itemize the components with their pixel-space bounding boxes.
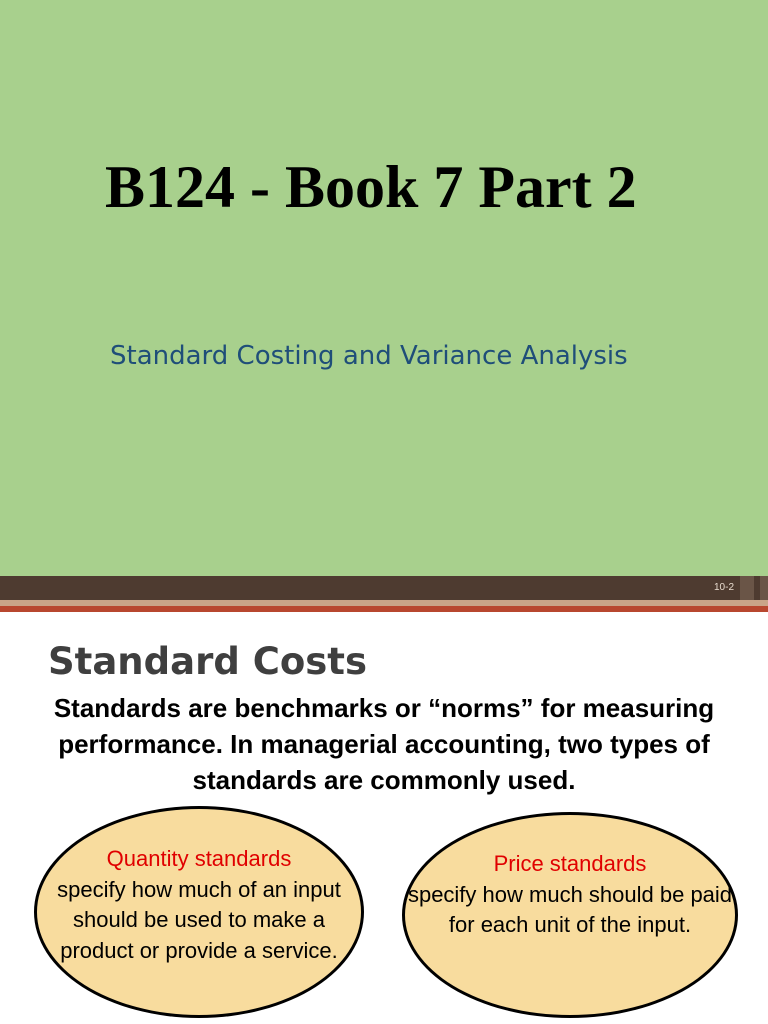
price-standards-title: Price standards — [493, 851, 647, 876]
quantity-standards-oval — [34, 806, 364, 1018]
slide-number: 10-2 — [713, 582, 734, 593]
slide-divider-band — [0, 576, 768, 612]
slide-subtitle: Standard Costing and Variance Analysis — [110, 341, 628, 371]
quantity-standards-title: Quantity standards — [106, 846, 292, 871]
band-decor-stripe — [760, 576, 768, 600]
price-standards-text: specify how much should be paid for each unit of the input. — [407, 881, 733, 937]
price-standards-oval — [402, 812, 738, 1018]
quantity-standards-text: specify how much of an input should be used to make a product or provide a service. — [57, 876, 341, 963]
band-dark-stripe — [0, 576, 768, 600]
band-decor-stripe — [740, 576, 754, 600]
slide-heading: Standard Costs — [48, 640, 368, 683]
band-red-stripe — [0, 606, 768, 612]
intro-text: Standards are benchmarks or “norms” for measuring performance. In managerial accounting, two types of standards are commonly used. — [53, 693, 715, 795]
slide-title: B124 - Book 7 Part 2 — [105, 154, 637, 220]
